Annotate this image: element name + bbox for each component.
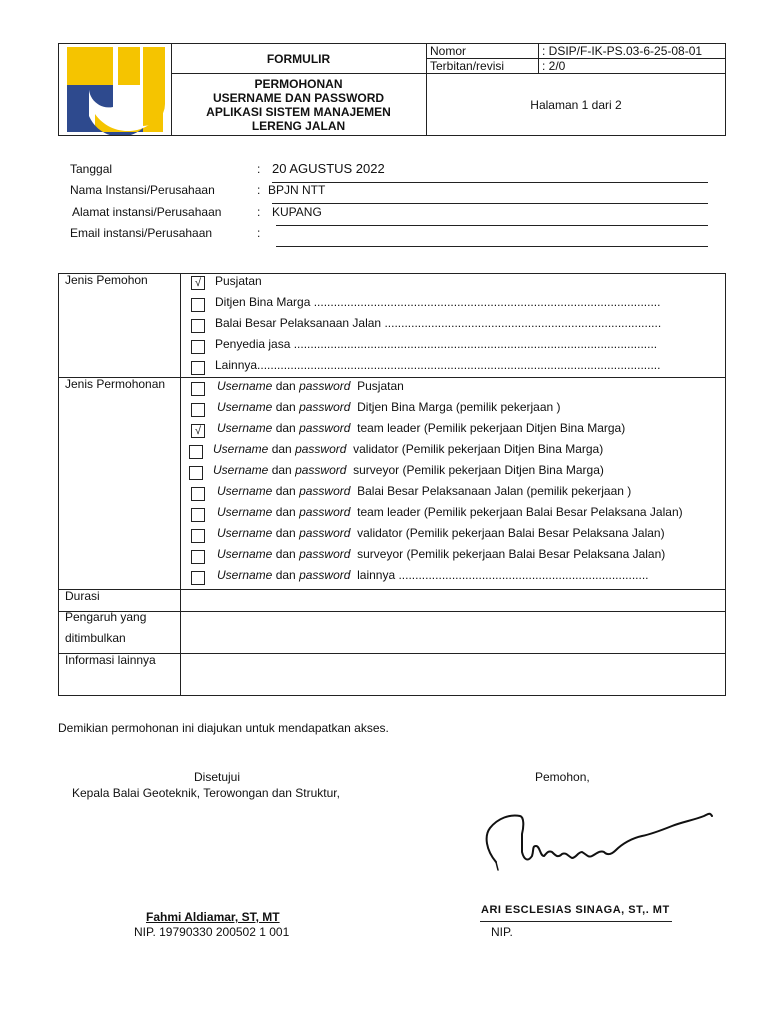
handwritten-signature-icon: [482, 806, 718, 882]
subtitle-line: APLIKASI SISTEM MANAJEMEN: [206, 104, 391, 119]
option-permohonan: [213, 442, 603, 456]
subtitle-line: LERENG JALAN: [251, 118, 346, 133]
left-sign-role: Kepala Balai Geoteknik, Terowongan dan Struktur,: [72, 786, 340, 800]
right-sign-heading: Pemohon,: [535, 770, 590, 784]
field-value-alamat[interactable]: KUPANG: [272, 205, 322, 219]
word-dan: dan: [271, 442, 292, 456]
informasi-label: Informasi lainnya: [65, 653, 156, 667]
underline: [272, 203, 708, 204]
word-username: Username: [217, 400, 273, 414]
revisi-label: Terbitan/revisi: [430, 59, 505, 73]
subtitle-line: PERMOHONAN: [254, 76, 343, 91]
row-divider: [59, 611, 725, 612]
word-dan: dan: [275, 568, 296, 582]
word-username: Username: [217, 568, 273, 582]
word-dan: dan: [275, 526, 296, 540]
pengaruh-label: ditimbulkan: [65, 631, 126, 645]
checkbox-ditjen[interactable]: [191, 298, 205, 312]
word-password: password: [299, 568, 351, 582]
revisi-row: [427, 59, 725, 74]
option-permohonan: [217, 379, 404, 393]
option-balai-besar: Balai Besar Pelaksanaan Jalan ...................................................................................: [215, 316, 662, 330]
word-password: password: [299, 379, 351, 393]
field-label-tanggal: Tanggal: [70, 162, 113, 176]
field-label-email: Email instansi/Perusahaan: [70, 226, 213, 240]
checkbox-balai-besar[interactable]: [191, 319, 205, 333]
form-title: FORMULIR: [171, 44, 427, 74]
underline: [272, 182, 708, 183]
checkbox-permohonan[interactable]: [189, 466, 203, 480]
word-username: Username: [217, 505, 273, 519]
checkbox-permohonan[interactable]: [191, 508, 205, 522]
option-permohonan: [217, 400, 561, 414]
form-subtitle: [171, 74, 427, 135]
option-suffix: validator (Pemilik pekerjaan Balai Besar Pelaksana Jalan): [357, 526, 665, 540]
jenis-permohonan-label: Jenis Permohonan: [65, 377, 166, 391]
word-username: Username: [213, 442, 269, 456]
signature-underline: [480, 921, 672, 922]
option-penyedia-jasa: Penyedia jasa .............................................................................................................: [215, 337, 658, 351]
pu-logo-icon: [59, 44, 171, 135]
option-suffix: surveyor (Pemilik pekerjaan Balai Besar Pelaksana Jalan): [357, 547, 666, 561]
checkbox-permohonan[interactable]: [191, 382, 205, 396]
checkbox-pusjatan[interactable]: √: [191, 276, 205, 290]
word-dan: dan: [275, 379, 296, 393]
word-dan: dan: [275, 421, 296, 435]
durasi-label: Durasi: [65, 589, 100, 603]
checkbox-permohonan[interactable]: [191, 487, 205, 501]
left-sign-nip: NIP. 19790330 200502 1 001: [134, 925, 290, 939]
option-suffix: lainnya ...........................................................................: [357, 568, 649, 582]
field-label-nama: Nama Instansi/Perusahaan: [70, 183, 215, 197]
underline: [276, 225, 708, 226]
option-suffix: Ditjen Bina Marga (pemilik pekerjaan ): [357, 400, 561, 414]
option-pusjatan: Pusjatan: [215, 274, 262, 288]
field-colon: :: [257, 162, 261, 176]
row-divider: [59, 589, 725, 590]
checkbox-permohonan[interactable]: [191, 550, 205, 564]
word-password: password: [295, 442, 347, 456]
field-colon: :: [257, 226, 261, 240]
word-username: Username: [217, 379, 273, 393]
word-dan: dan: [275, 484, 296, 498]
left-sign-heading: Disetujui: [194, 770, 241, 784]
option-suffix: validator (Pemilik pekerjaan Ditjen Bina Marga): [353, 442, 604, 456]
option-permohonan: [217, 484, 631, 498]
option-permohonan: [217, 568, 649, 582]
word-dan: dan: [271, 463, 292, 477]
left-sign-name: Fahmi Aldiamar, ST, MT: [146, 910, 280, 924]
checkbox-permohonan[interactable]: [191, 529, 205, 543]
field-label-alamat: Alamat instansi/Perusahaan: [72, 205, 222, 219]
nomor-row: [427, 44, 725, 59]
option-suffix: surveyor (Pemilik pekerjaan Ditjen Bina Marga): [353, 463, 604, 477]
word-password: password: [299, 484, 351, 498]
option-permohonan: [217, 505, 683, 519]
form-header: [58, 43, 726, 136]
field-colon: :: [257, 183, 261, 197]
word-password: password: [299, 547, 351, 561]
option-permohonan: [217, 421, 625, 435]
word-password: password: [299, 505, 351, 519]
right-sign-name: ARI ESCLESIAS SINAGA, ST,. MT: [481, 904, 670, 916]
word-username: Username: [213, 463, 269, 477]
option-lainnya: Lainnya.........................................................................................................................: [215, 358, 661, 372]
option-ditjen: Ditjen Bina Marga ........................................................................................................: [215, 295, 661, 309]
option-suffix: Pusjatan: [357, 379, 404, 393]
checkbox-penyedia-jasa[interactable]: [191, 340, 205, 354]
option-suffix: Balai Besar Pelaksanaan Jalan (pemilik pekerjaan ): [357, 484, 632, 498]
checkbox-permohonan[interactable]: [191, 571, 205, 585]
word-username: Username: [217, 421, 273, 435]
checkbox-permohonan[interactable]: [191, 403, 205, 417]
word-dan: dan: [275, 400, 296, 414]
logo-cell: [59, 44, 172, 135]
word-username: Username: [217, 547, 273, 561]
word-username: Username: [217, 526, 273, 540]
word-password: password: [299, 526, 351, 540]
column-divider: [180, 274, 181, 695]
page-indicator: Halaman 1 dari 2: [530, 97, 622, 112]
pengaruh-label: Pengaruh yang: [65, 610, 147, 624]
option-suffix: team leader (Pemilik pekerjaan Ditjen Bina Marga): [357, 421, 626, 435]
word-username: Username: [217, 484, 273, 498]
checkbox-lainnya[interactable]: [191, 361, 205, 375]
word-password: password: [299, 421, 351, 435]
jenis-pemohon-label: Jenis Pemohon: [65, 273, 148, 287]
checkbox-permohonan[interactable]: [189, 445, 203, 459]
underline: [276, 246, 708, 247]
revisi-value: : 2/0: [538, 59, 565, 73]
option-permohonan: [217, 526, 665, 540]
word-dan: dan: [275, 547, 296, 561]
row-divider: [59, 653, 725, 654]
word-password: password: [299, 400, 351, 414]
nomor-label: Nomor: [430, 44, 467, 58]
word-dan: dan: [275, 505, 296, 519]
field-value-nama[interactable]: BPJN NTT: [268, 183, 326, 197]
subtitle-line: USERNAME DAN PASSWORD: [212, 90, 385, 105]
option-permohonan: [217, 547, 665, 561]
right-sign-nip: NIP.: [491, 925, 513, 939]
option-permohonan: [213, 463, 604, 477]
checkbox-permohonan[interactable]: √: [191, 424, 205, 438]
field-value-tanggal[interactable]: 20 AGUSTUS 2022: [272, 161, 385, 176]
word-password: password: [295, 463, 347, 477]
nomor-value: : DSIP/F-IK-PS.03-6-25-08-01: [538, 44, 702, 58]
option-suffix: team leader (Pemilik pekerjaan Balai Besar Pelaksana Jalan): [357, 505, 683, 519]
field-colon: :: [257, 205, 261, 219]
request-table: [58, 273, 726, 696]
closing-text: Demikian permohonan ini diajukan untuk mendapatkan akses.: [58, 721, 389, 735]
